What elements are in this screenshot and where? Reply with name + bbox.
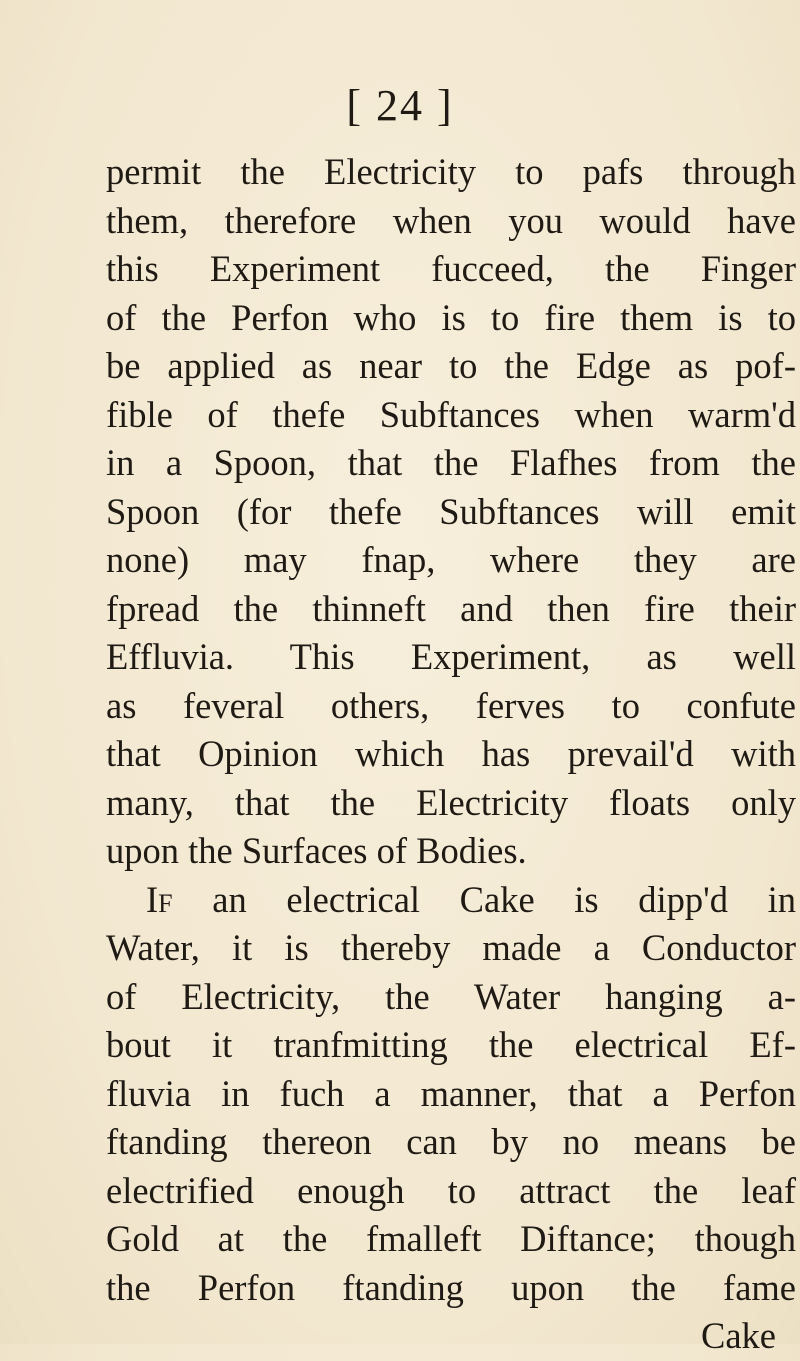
text-line: fible of thefe Subftances when warm'd: [106, 393, 796, 435]
body-text: [106, 148, 796, 1361]
text-line: Gold at the fmalleft Diftance; though: [106, 1218, 796, 1259]
catchword: Cake: [701, 1315, 776, 1356]
text-line: Spoon (for thefe Subftances will emit: [106, 490, 796, 532]
text-line: Effluvia. This Experiment, as well: [106, 636, 796, 677]
text-line: them, therefore when you would have: [106, 199, 796, 241]
text-line: this Experiment fucceed, the Finger: [106, 248, 796, 289]
paragraph-start-line: [106, 876, 796, 925]
text-line: as feveral others, ferves to confute: [106, 684, 796, 726]
paragraph-initial-word: If: [146, 878, 173, 920]
text-line: Water, it is thereby made a Conductor: [106, 927, 796, 968]
text-line: the Perfon ftanding upon the fame: [106, 1266, 796, 1308]
page-number: [ 24 ]: [346, 81, 454, 130]
text-line: upon the Surfaces of Bodies.: [106, 830, 527, 871]
text-line: ftanding thereon can by no means be: [106, 1121, 796, 1162]
text-line: permit the Electricity to pafs through: [106, 151, 796, 192]
text-line: many, that the Electricity floats only: [106, 781, 796, 823]
text-line: bout it tranfmitting the electrical Ef-: [106, 1024, 796, 1065]
text-line: fpread the thinneft and then fire their: [106, 587, 796, 629]
text-line: electrified enough to attract the leaf: [106, 1169, 796, 1211]
text-line: be applied as near to the Edge as pof-: [106, 345, 796, 386]
text-line: that Opinion which has prevail'd with: [106, 733, 796, 774]
text-line: of Electricity, the Water hanging a-: [106, 975, 796, 1017]
paragraph-start-rest: an electrical Cake is dipp'd in: [212, 878, 796, 920]
text-line: of the Perfon who is to fire them is to: [106, 296, 796, 338]
text-line: in a Spoon, that the Flafhes from the: [106, 442, 796, 483]
text-line: none) may fnap, where they are: [106, 539, 796, 580]
text-line: fluvia in fuch a manner, that a Perfon: [106, 1072, 796, 1114]
